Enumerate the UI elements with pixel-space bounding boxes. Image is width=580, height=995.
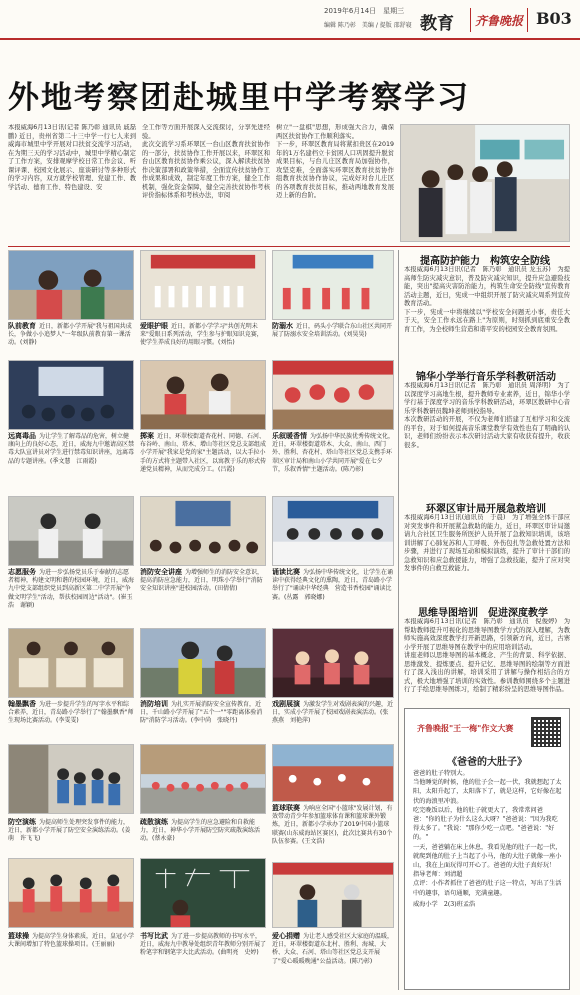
article-title-disaster-prevention: 提高防护能力 构筑安全防线 xyxy=(420,256,550,267)
article-body-mind-map: 本报威海6月13日讯(记者 陈乃彰 通讯员 倪俊婷) 为帮助教师提升可视化的思维导图教学方式的深入理解，为教师实施高效深度教学打开新思路，引领新方向，近日，古寨小学开展了思维导图在教学中的应用培训活动。 讲座老师以思维导图的基本概念、产生的背景、科学依据、思维激发、提炼要点、提升记忆、思维导图的绘制等方面进行了深入浅出的讲解，培训采用了讲解与操作相结合的方式，极大地增强了培训的实效性。参训教师围绕多个主题进行了手绘思维导图练习，绘制了精彩纷呈的思维导图作品。 xyxy=(404,618,570,693)
caption-text: 为了进一步提高教师的书写水平，近日，威海九中教导处组织青年教师分别开展了粉笔字和钢笔字大比武活动。(曲明亮 史婷) xyxy=(140,933,266,957)
photo-recitation xyxy=(272,496,394,566)
caption-title: 爱眼护眼 xyxy=(140,322,168,330)
lead-article-col1: 本报威海6月13日讯(记者 陈乃彰 通讯员 戚磊鹏) 近日，贵州省第二十三中学一行七人来到威海市城里中学开展对口扶贫交流学习活动，在为期三天的学习活动中，城里中学精心制定了工作方案，安排观摩学校日常工作会议、听课评课、校园文化展示、座谈研讨等多种形式的学习内容，双方就学校管理、党建工作、教学活动、德育工作、特色建设、安 xyxy=(8,124,136,191)
caption-title: 掷案 xyxy=(140,432,154,440)
caption-handwriting-contest xyxy=(140,932,266,990)
photo-fire-training xyxy=(140,628,266,698)
caption-evacuation-drill xyxy=(140,818,266,854)
caption-community-activity xyxy=(140,432,266,492)
article-title-mind-map: 思维导图培训 促进深度教学 xyxy=(418,608,548,619)
photo-handwriting-contest xyxy=(140,858,266,928)
caption-title: 翰墨飘香 xyxy=(8,700,36,708)
photo-charity-donation xyxy=(272,862,394,928)
caption-text: 为进一步提升学生的写字水平和综合素养，近日，青岛路小学举行了"翰墨飘香"师生现场比赛活动。(李雯雯) xyxy=(8,701,134,725)
caption-title: 消防培训 xyxy=(140,700,168,708)
caption-recitation xyxy=(272,568,394,618)
caption-basketball-league xyxy=(272,804,394,860)
caption-title: 远离毒品 xyxy=(8,432,36,440)
contest-heading: 齐鲁晚报"王一梅"作文大赛 xyxy=(417,724,514,733)
caption-text: 为弘扬中华民族优秀传统文化，近日，环翠楼街道塔木、大众、南山、西门外、胜利、杏花村、塔山等社区党总支携手环翠区审计局和南山小学共同开展"爱在七夕节，乐叙香情"主题活动。(陈乃彰) xyxy=(272,433,394,473)
photo-basketball-league xyxy=(272,744,394,802)
caption-text: 近日，环翠校街道杏花村、同德、石河、布谷岭、南山、塔木、增山等社区党总支部组成小学开展"我家是党的家"主题活动，以大手拉小手的方式将主题带入社区，以寓教于乐的形式传递党员精神，从而完成分工。(吕霞) xyxy=(140,433,266,473)
photo-drowning-prevention xyxy=(272,250,394,320)
photo-community-activity xyxy=(140,360,266,430)
caption-text: 为激发学生对戏剧表演的兴趣，近日，实成小学开展了校园戏剧表演活动。(张燕燕 刘艳萍) xyxy=(272,701,394,725)
qr-code-icon xyxy=(531,717,561,747)
caption-air-defense-drill xyxy=(8,818,134,854)
caption-text: 近日，码头小学联合东山社区共同开展了防溺水安全培训活动。(刘昊昊) xyxy=(272,323,393,339)
caption-text: 为扎实开展消防安全宣传教育，近日，千山路小学开展了"五个一""零距离体验消防"消防学习活动。(李中尚 张晓丹) xyxy=(140,701,263,725)
caption-title: 防溺水 xyxy=(272,322,293,330)
photo-team-education xyxy=(8,250,134,320)
caption-title: 爱心捐赠 xyxy=(272,932,300,940)
photo-dumpling-festival xyxy=(272,360,394,430)
caption-fire-safety-lecture xyxy=(140,568,266,610)
caption-text: 为提高学生的应急避险和自救能力，近日，神华小学开展防空防灾疏散演练活动。(蔡永豪) xyxy=(140,819,261,843)
caption-dumpling-festival xyxy=(272,432,394,492)
caption-calligraphy xyxy=(8,700,134,742)
article-body-disaster-prevention: 本报威海6月13日讯(记者 陈乃彰 通讯员 龙玉苏) 为提高师生防灾减灾意识，普及防灾减灾知识，提升应急避险技能，突出"提高灾害防治能力，构筑生命安全防线"宣传教育活动主题，近日，宪成一中组织开展了防灾减灾周系列宣传教育活动。 下一步，宪成一中将继续以"学校安全问题无小事，责任大于天，安全工作永远在路上"为原则，时刻抓到底重安全教育工作，为全校师生营造和谐平安的校园安全教育氛围。 xyxy=(404,266,570,333)
caption-anti-drug xyxy=(8,432,134,484)
caption-text: 为让学生了解毒品的危害，树立健康向上的良好心态，近日，威海九中邀请高区禁毒大队宣讲员对学生进行禁毒知识讲座，远离毒品的专题讲座。(季文慧 江雨霞) xyxy=(8,433,134,465)
photo-air-defense-drill xyxy=(8,744,134,814)
lead-article-col2: 全工作等方面开展深入交流探讨，分享先进经验。 此次交流学习系环翠区一台山区教育扶贫协作的一部分，扶贫协作工作开展以来，环翠区和台山区教育扶贫协作乘公议，深入解读扶贫协作决策部署和政策举措，全面宣传扶贫协作工作成果和成效，制定年度工作方案，健全工作机制，强化资金保障，健全完善扶贫协作考核评价指标体系和考核办法，审阅 xyxy=(142,124,270,199)
caption-text: 为提高学生身体素质，近日，皇冠小学大课间增加了特色篮球操项目。(王丽丽) xyxy=(8,933,134,949)
caption-title: 戏剧展演 xyxy=(272,700,300,708)
photo-fire-safety-lecture xyxy=(140,496,266,566)
photo-basketball-exercise xyxy=(8,858,134,928)
caption-title: 篮球联赛 xyxy=(272,804,300,812)
caption-volunteer xyxy=(8,568,134,624)
caption-title: 志愿服务 xyxy=(8,568,36,576)
article-title-music-teaching: 锦华小学举行音乐学科教研活动 xyxy=(416,372,556,383)
lead-photo xyxy=(400,124,570,242)
photo-eye-care xyxy=(140,250,266,320)
photo-evacuation-drill xyxy=(140,744,266,814)
caption-title: 乐叙暖香情 xyxy=(272,432,307,440)
caption-basketball-exercise xyxy=(8,932,134,990)
caption-title: 诵读比赛 xyxy=(272,568,300,576)
section-name: 教育 xyxy=(420,14,454,34)
caption-team-education xyxy=(8,322,134,356)
composition-title: 《爸爸的大肚子》 xyxy=(447,757,527,768)
composition-author: 威海小学 2(3)班孟浩 xyxy=(413,900,476,908)
article-body-first-aid: 本报威海6月13日讯(通讯员 于晨) 为了增强全体干部应对突发事件和开展紧急救助的能力，近日，环翠区审计局邀请九合社区卫生服务所医护人员开展了急救知识培训，该培训讲解了心肺复苏和人工呼吸、外伤包扎等急救处置方法和步骤，并进行了现场互动和模拟演练，提升了审计干部们的急救知识和应急救援能力，增强了急救技能，提升了应对突发事件的自救互救能力。 xyxy=(404,514,570,572)
caption-text: 为提高师生处理突发事件的能力，近日，新都小学开展了防空安全演练活动。(姜萌 许飞飞) xyxy=(8,819,131,843)
composition-body xyxy=(413,769,563,985)
photo-drama xyxy=(272,628,394,698)
caption-title: 书写比武 xyxy=(140,932,168,940)
photo-volunteer xyxy=(8,496,134,566)
caption-drama xyxy=(272,700,394,734)
lead-article-col3: 树立"一盘棋"思想，形成强大合力，确保两区扶贫协作工作顺利落实。 下一步，环翠区教育局将紧扣贵区在2019年的1万名建档立卡贫困人口巩固提升脱贫成果目标，与台儿庄区教育局加强协作，攻坚克难，全面落实环翠区教育扶贫协作组教育扶贫协作协议，完成好对台儿庄区的各项教育扶贫目标，推动两地教育发展迈上新的台阶。 xyxy=(276,124,394,199)
caption-eye-care xyxy=(140,322,266,356)
article-title-first-aid: 环翠区审计局开展急救培训 xyxy=(426,504,546,515)
composition-text: 爸爸的肚子特别大。 当他睡觉的时候，他的肚子会一起一伏，我就想起了太阳，太阳升起了，太阳落下了，就是这样，它好像在起伏的海浪里冲浪。 吃完晚饭以后，他的肚子就更大了，我常常问爸爸："你的肚子为什么这么大呀？"爸爸说："因为我吃得太多了。"我说："那你少吃一点吧。"爸爸说："好的。" 一天，爸爸躺在床上休息，我看见他的肚子一起一伏，就爬到他的肚子上当起了小马，他的大肚子就像一座小山，我在上面玩得可开心了。爸爸的大肚子真好玩！ 指导老师：刘清超 点评：小作者抓住了爸爸的肚子这一特点，写出了生活中的趣事，语句通顺，充满童趣。 xyxy=(413,770,562,897)
caption-fire-training xyxy=(140,700,266,742)
caption-text: 为让老人感受社区大家庭的温暖，近日，环翠楼街道东北村、胜利、海城、大桥、大众、石河、塔山等社区党总支开展了"爱心暖暖晚通"公益活动。(陈乃彰) xyxy=(272,933,394,965)
caption-charity-donation xyxy=(272,932,394,990)
caption-text: 为弘扬中华传统文化，让学生在诵读中获得经典文化的熏陶，近日，青岛路小学举行了"诵读中华经典 营造书香校园"诵读比赛。(丛露 郭晓娜) xyxy=(272,569,394,601)
composition-box xyxy=(404,708,570,990)
caption-text: 为增强师生的消防安全意识，提高消防应急能力，近日，明珠小学举行"消防安全知识讲座"进校园活动。(田倩倩) xyxy=(140,569,264,593)
photo-calligraphy xyxy=(8,628,134,698)
caption-title: 篮球操 xyxy=(8,932,29,940)
caption-text: 近日，新都小学学习"共创光明未来"爱眼日系列活动，学生参与护眼知识竞赛，使学生养成良好的用眼习惯。(刘怡) xyxy=(140,323,263,347)
editor-credits: 编辑 陈乃彰 美编 / 提版 邵舒寝 xyxy=(324,22,412,29)
caption-text: 为响应全国"小篮球"发展计划，有效带动青少年参加篮球体育课和篮球课外锻炼，近日，新都小学承办了2019中国小篮球联赛(山东威海站区赛区)，此次比赛共有30个队伍参赛。(王文浩) xyxy=(272,805,393,845)
article-body-music-teaching: 本报威海6月13日讯(记者 陈乃彰 通讯员 周泽明) 为了以深度学习高地生根，提升教师专业素养，近日，锦华小学学行基于深度学习的音乐学科教研活动，环翠区教研中心音乐学科教研员魏坤老师到校指导。 本次教研活动的开展，不仅为老师们搭建了互相学习和交流的平台，对于如何提高音乐课堂教学有效性也有了明确的认识，老师们纷纷表示本次研讨活动大家有收获有提升，收获很多。 xyxy=(404,382,570,449)
newspaper-logo: 齐鲁晚报 xyxy=(470,8,528,32)
issue-date: 2019年6月14日 星期三 xyxy=(324,7,405,15)
caption-title: 疏散演练 xyxy=(140,818,168,826)
column-divider xyxy=(398,250,399,990)
caption-title: 队前教育 xyxy=(8,322,36,330)
caption-title: 防空演练 xyxy=(8,818,36,826)
caption-text: 近日，新都小学开展"我与祖国共成长，争做小小追梦人"一年级队前教育第一课活动。(刘静) xyxy=(8,323,132,347)
caption-text: 为进一步弘扬党员乐于奉献的志愿者精神，构建文明和谐的校园环境，近日，威海九中党支部组织党员到高新区第二中学开展"争做文明学生"活动，帮扶校园周边"活动"。(崔玉浩 谢颖) xyxy=(8,569,134,609)
caption-title: 消防安全讲座 xyxy=(140,568,182,576)
main-headline: 外地考察团赴城里中学考察学习 xyxy=(8,80,470,116)
section-divider xyxy=(8,246,570,247)
caption-drowning-prevention xyxy=(272,322,394,356)
photo-anti-drug xyxy=(8,360,134,430)
page-header xyxy=(0,0,580,40)
page-number: B03 xyxy=(536,9,572,28)
